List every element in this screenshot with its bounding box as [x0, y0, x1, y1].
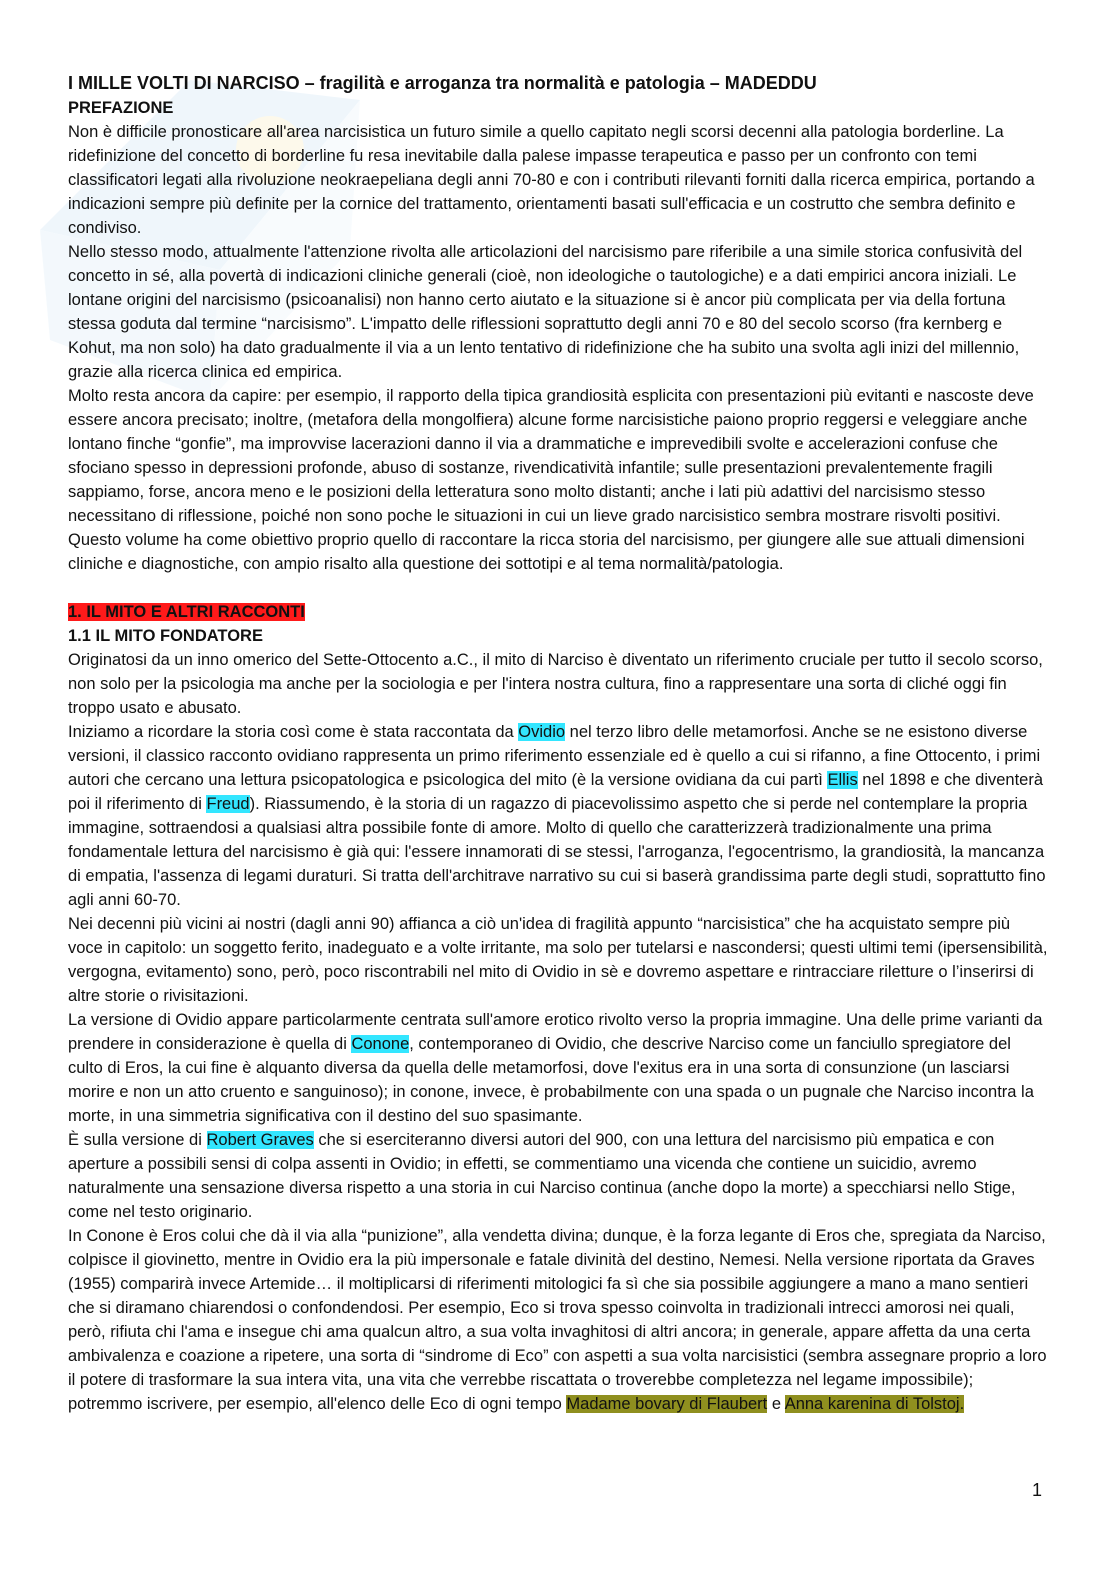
preface-heading: PREFAZIONE — [68, 99, 174, 117]
chapter-heading: 1. IL MITO E ALTRI RACCONTI — [68, 603, 305, 621]
preface-paragraph: Non è difficile pronosticare all'area narcisistica un futuro simile a quello capitato negli scorsi decenni alla patologia borderline. La ridefinizione del concetto di borderline fu resa inevitabile dalla palese impasse terapeutica e passo per un confronto con temi classificatori legati alla rivoluzione neokraepeliana degli anni 70-80 e con i contributi rilevanti forniti dalla ricerca empirica, portando a indicazioni sempre più definite per la cornice del trattamento, orientamenti basati sull'efficacia e un costrutto che sembra definito e condiviso. — [68, 123, 1035, 237]
highlight-name: Ellis — [827, 771, 858, 789]
highlight-name: Ovidio — [518, 723, 566, 741]
document-title: I MILLE VOLTI DI NARCISO – fragilità e arroganza tra normalità e patologia – MADEDDU — [68, 73, 817, 93]
highlight-work: Anna karenina di Tolstoj. — [784, 1395, 965, 1413]
section-heading: 1.1 IL MITO FONDATORE — [68, 627, 263, 645]
preface-paragraph: Molto resta ancora da capire: per esempio, il rapporto della tipica grandiosità esplicita con presentazioni più evitanti e nascoste deve essere ancora precisato; inoltre, (metafora della mongolfiera) alcune forme narcisistiche paiono proprio reggersi e veleggiare anche lontano finche “gonfie”, ma improvvise lacerazioni danno il via a drammatiche e imprevedibili svolte e accelerazioni confuse che sfociano spesso in depressioni profonde, abuso di sostanze, rivendicatività infantile; sulle presentazioni prevalentemente fragili sappiamo, forse, ancora meno e le posizioni della letteratura sono molto distanti; anche i lati più adattivi del narcisismo stesso necessitano di riflessione, poiché non sono poche le situazioni in cui un lieve grado narcisistico sembra mostrare risvolti positivi. — [68, 387, 1034, 525]
section-spacer — [68, 576, 1048, 600]
body-paragraph: È sulla versione di Robert Graves che si eserciteranno diversi autori del 900, con una lettura del narcisismo più empatica e con aperture a possibili sensi di colpa assenti in Ovidio; in effetti, se commentiamo una vicenda che contiene un suicidio, avremo naturalmente una sensazione diversa rispetto a una storia in cui Narciso continua (anche dopo la morte) a specchiarsi nello Stige, come nel testo originario. — [68, 1131, 1016, 1221]
body-paragraph: Nei decenni più vicini ai nostri (dagli anni 90) affianca a ciò un'idea di fragilità appunto “narcisistica” che ha acquistato sempre più voce in capitolo: un soggetto ferito, inadeguato e a volte irritante, ma solo per tutelarsi e nascondersi; questi ultimi temi (ipersensibilità, vergogna, evitamento) sono, però, poco riscontrabili nel mito di Ovidio in sè e dovremo aspettare e rintracciare riletture o l’inserirsi di altre storie o rivisitazioni. — [68, 915, 1048, 1005]
highlight-name: Conone — [351, 1035, 410, 1053]
preface-paragraph: Questo volume ha come obiettivo proprio quello di raccontare la ricca storia del narcisismo, per giungere alle sue attuali dimensioni cliniche e diagnostiche, con ampio risalto alla questione dei sottotipi e al tema normalità/patologia. — [68, 531, 1025, 573]
page-number: 1 — [1031, 1480, 1042, 1500]
highlight-name: Freud — [206, 795, 250, 813]
body-paragraph: Iniziamo a ricordare la storia così come è stata raccontata da Ovidio nel terzo libro delle metamorfosi. Anche se ne esistono diverse versioni, il classico racconto ovidiano rappresenta un primo riferimento essenziale ed è quello a cui si rifanno, a fine Ottocento, i primi autori che cercano una lettura psicopatologica e psicologica del mito (è la versione ovidiana da cui partì Ellis nel 1898 e che diventerà poi il riferimento di Freud). Riassumendo, è la storia di un ragazzo di piacevolissimo aspetto che si perde nel contemplare la propria immagine, sottraendosi a qualsiasi altra possibile fonte di amore. Molto di quello che caratterizzerà tradizionalmente una prima fondamentale lettura del narcisismo è già qui: l'essere innamorati di se stessi, l'arroganza, l'egocentrismo, la grandiosità, la mancanza di empatia, l'assenza di legami duraturi. Si tratta dell'architrave narrativo su cui si baserà grandissima parte degli studi, soprattutto fino agli anni 60-70. — [68, 723, 1046, 909]
body-paragraph: La versione di Ovidio appare particolarmente centrata sull'amore erotico rivolto verso la propria immagine. Una delle prime varianti da prendere in considerazione è quella di Conone, contemporaneo di Ovidio, che descrive Narciso come un fanciullo spregiatore del culto di Eros, la cui fine è alquanto diversa da quella delle metamorfosi, dove l'exitus era in una sorta di consunzione (un lasciarsi morire e non un atto cruento e sanguinoso); in conone, invece, è probabilmente con una spada o un pugnale che Narciso incontra la morte, in una simmetria significativa con il destino del suo spasimante. — [68, 1011, 1043, 1125]
document-body — [68, 70, 1048, 1416]
body-paragraph: In Conone è Eros colui che dà il via alla “punizione”, alla vendetta divina; dunque, è la forza legante di Eros che, spregiata da Narciso, colpisce il giovinetto, mentre in Ovidio era la più impersonale e fatale divinità del destino, Nemesi. Nella versione riportata da Graves (1955) comparirà invece Artemide… il moltiplicarsi di riferimenti mitologici fa sì che sia possibile aggiungere a mano a mano sentieri che si diramano chiarendosi o confondendosi. Per esempio, Eco si trova spesso coinvolta in tradizionali intrecci amorosi nei quali, però, rifiuta chi l'ama e insegue chi ama qualcun altro, a sua volta invaghitosi di altri ancora; in generale, appare affetta da una certa ambivalenza e coazione a ripetere, una sorta di “sindrome di Eco” con aspetti a sua volta narcisistici (sembra assegnare proprio a loro il potere di trasformare la sua intera vita, una vita che verrebbe riscattata o troverebbe completezza nel legame impossibile); potremmo iscrivere, per esempio, all'elenco delle Eco di ogni tempo Madame bovary di Flaubert e Anna karenina di Tolstoj. — [68, 1227, 1047, 1413]
highlight-work: Madame bovary di Flaubert — [566, 1395, 768, 1413]
highlight-name: Robert Graves — [206, 1131, 314, 1149]
preface-paragraph: Nello stesso modo, attualmente l'attenzione rivolta alle articolazioni del narcisismo pare riferibile a una simile storica confusività del concetto in sé, alla povertà di indicazioni cliniche generali (cioè, non ideologiche o tautologiche) e a dati empirici ancora iniziali. Le lontane origini del narcisismo (psicoanalisi) non hanno certo aiutato e la situazione si è ancor più complicata per via della fortuna stessa goduta dal termine “narcisismo”. L'impatto delle riflessioni soprattutto degli anni 70 e 80 del secolo scorso (fra kernberg e Kohut, ma non solo) ha dato gradualmente il via a un lento tentativo di ridefinizione che ha subito una svolta agli inizi del millennio, grazie alla ricerca clinica ed empirica. — [68, 243, 1023, 381]
body-paragraph: Originatosi da un inno omerico del Sette-Ottocento a.C., il mito di Narciso è diventato un riferimento cruciale per tutto il secolo scorso, non solo per la psicologia ma anche per la sociologia e per l'intera nostra cultura, fino a rappresentare una sorta di cliché oggi fin troppo usato e abusato. — [68, 651, 1043, 717]
